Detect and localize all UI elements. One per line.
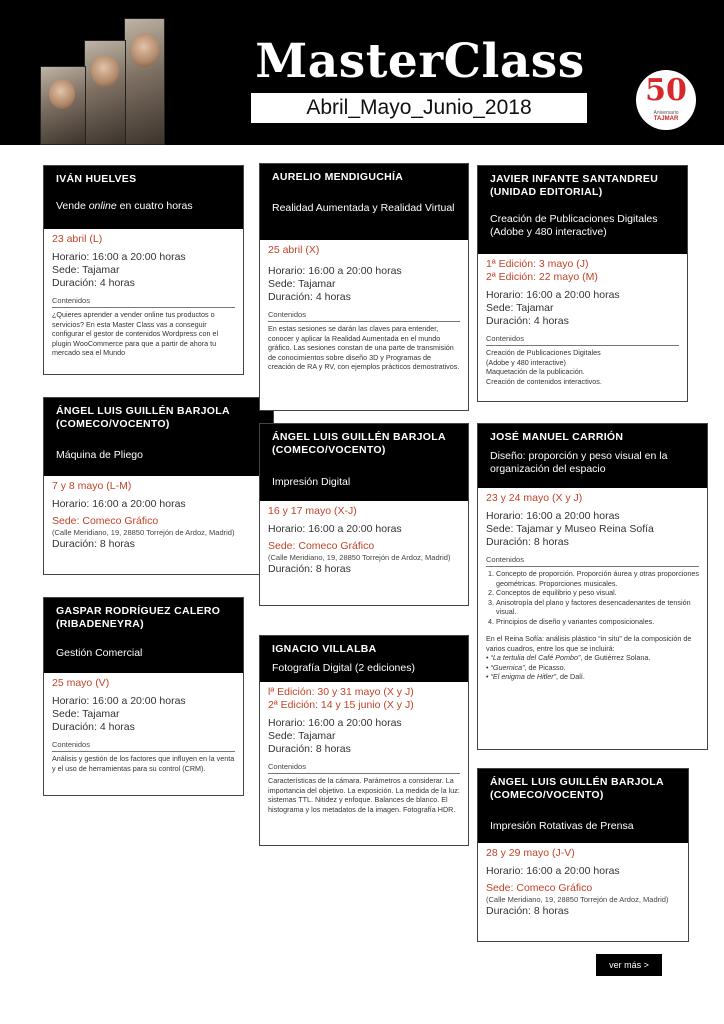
contents-label: Contenidos (268, 762, 460, 774)
course-card-guillen-rotativas (477, 768, 689, 942)
course-date: 2ª Edición: 14 y 15 junio (X y J) (268, 699, 414, 711)
page-header (0, 0, 724, 145)
course-card-guillen-pliego (43, 397, 274, 575)
course-title: Vende online en cuatro horas (56, 200, 193, 212)
card-header (260, 424, 468, 501)
page-subtitle: Abril_Mayo_Junio_2018 (250, 92, 588, 124)
course-schedule: Horario: 16:00 a 20:00 horas (486, 289, 620, 301)
instructor-name: IGNACIO VILLALBA (272, 643, 377, 655)
contents-text: Creación de Publicaciones Digitales (Adobe y 480 interactive) Maquetación de la publicación. Creación de contenidos interactivos. (486, 348, 602, 386)
course-title: Gestión Comercial (56, 647, 143, 659)
contents-label: Contenidos (268, 310, 460, 322)
card-header (44, 166, 243, 229)
course-date: 25 abril (X) (268, 244, 320, 256)
contents-text: Características de la cámara. Parámetros a considerar. La importancia del objetivo. La exposición. La medida de la luz: sistemas TTL. Nitidez y enfoque. Balances de blanco. El histograma y los metadatos de la imagen. Fotografía HDR. (268, 776, 460, 814)
instructor-name: IVÁN HUELVES (56, 173, 137, 185)
venue-address: (Calle Meridiano, 19, 28850 Torrejón de Ardoz, Madrid) (268, 553, 451, 562)
instructor-name: GASPAR RODRÍGUEZ CALERO (RIBADENEYRA) (56, 605, 221, 630)
course-schedule: Horario: 16:00 a 20:00 horas (52, 695, 186, 707)
course-date: 16 y 17 mayo (X-J) (268, 505, 357, 517)
course-duration: Duración: 8 horas (268, 563, 351, 575)
reina-sofia-intro: En el Reina Sofía: análisis plástico “in situ” de la composición de varios cuadros, entre los que se incluirá: (486, 634, 692, 653)
instructor-name: ÁNGEL LUIS GUILLÉN BARJOLA (COMECO/VOCENTO) (56, 405, 230, 430)
card-header (44, 598, 243, 673)
course-duration: Duración: 8 horas (486, 536, 569, 548)
instructor-name: JAVIER INFANTE SANTANDREU (UNIDAD EDITORIAL) (490, 173, 659, 198)
course-card-villalba (259, 635, 469, 846)
speaker-photos (40, 18, 165, 145)
contents-text: En estas sesiones se darán las claves para entender, conocer y aplicar la Realidad Aumentada en el mundo gráfico. Las sesiones constan de una parte de transmisión de conocimientos sobre diseño 3D y Programas de creación de RA y RV, con ejemplos prácticos demostrativos. (268, 324, 460, 371)
venue-address: (Calle Meridiano, 19, 28850 Torrejón de Ardoz, Madrid) (486, 895, 669, 904)
list-item: 2. Conceptos de equilibrio y peso visual. (496, 588, 699, 598)
course-venue: Sede: Tajamar (52, 264, 120, 276)
course-venue: Sede: Comeco Gráfico (52, 515, 159, 527)
course-duration: Duración: 8 horas (268, 743, 351, 755)
contents-text: Análisis y gestión de los factores que influyen en la venta y el uso de herramientas para su control (CRM). (52, 754, 235, 773)
contents-label: Contenidos (486, 334, 679, 346)
course-date: lª Edición: 30 y 31 mayo (X y J) (268, 686, 414, 698)
course-date: 28 y 29 mayo (J-V) (486, 847, 575, 859)
course-card-huelves (43, 165, 244, 375)
logo-number: 50 (645, 73, 687, 108)
course-schedule: Horario: 16:00 a 20:00 horas (268, 523, 402, 535)
venue-address: (Calle Meridiano, 19, 28850 Torrejón de Ardoz, Madrid) (52, 528, 235, 537)
course-title: Diseño: proporción y peso visual en la organización del espacio (490, 450, 668, 475)
course-schedule: Horario: 16:00 a 20:00 horas (268, 717, 402, 729)
instructor-name: AURELIO MENDIGUCHÍA (272, 171, 404, 183)
list-item: • “Guernica”, de Picasso. (486, 662, 566, 672)
card-header (44, 398, 273, 476)
speaker-photo (40, 66, 86, 145)
course-venue: Sede: Comeco Gráfico (268, 540, 375, 552)
course-duration: Duración: 4 horas (486, 315, 569, 327)
course-duration: Duración: 4 horas (52, 277, 135, 289)
course-duration: Duración: 4 horas (52, 721, 135, 733)
speaker-photo (84, 40, 126, 145)
course-card-infante (477, 165, 688, 402)
course-schedule: Horario: 16:00 a 20:00 horas (52, 498, 186, 510)
course-venue: Sede: Tajamar (52, 708, 120, 720)
course-venue: Sede: Tajamar (486, 302, 554, 314)
contents-label: Contenidos (52, 296, 235, 308)
course-duration: Duración: 8 horas (52, 538, 135, 550)
course-title: Creación de Publicaciones Digitales (Adobe y 480 interactive) (490, 213, 658, 238)
speaker-photo (124, 18, 165, 145)
course-title: Máquina de Pliego (56, 449, 143, 461)
course-date: 23 y 24 mayo (X y J) (486, 492, 583, 504)
instructor-name: ÁNGEL LUIS GUILLÉN BARJOLA (COMECO/VOCENTO) (490, 776, 664, 801)
course-card-carrion (477, 423, 708, 750)
card-header (478, 769, 688, 843)
contents-label: Contenidos (52, 740, 235, 752)
course-card-guillen-digital (259, 423, 469, 606)
course-card-mendiguchia (259, 163, 469, 411)
list-item: 4. Principios de diseño y variantes composicionales. (496, 617, 699, 627)
course-title: Realidad Aumentada y Realidad Virtual (272, 202, 455, 214)
course-schedule: Horario: 16:00 a 20:00 horas (486, 865, 620, 877)
course-title: Impresión Rotativas de Prensa (490, 820, 634, 832)
instructor-name: JOSÉ MANUEL CARRIÓN (490, 431, 624, 443)
card-header (478, 424, 707, 488)
card-header (260, 636, 468, 682)
course-schedule: Horario: 16:00 a 20:00 horas (52, 251, 186, 263)
course-date: 1ª Edición: 3 mayo (J) (486, 258, 589, 270)
course-duration: Duración: 4 horas (268, 291, 351, 303)
course-title: Impresión Digital (272, 476, 351, 488)
see-more-button[interactable]: ver más > (596, 954, 662, 976)
course-venue: Sede: Tajamar (268, 730, 336, 742)
contents-text: ¿Quieres aprender a vender online tus productos o servicios? En esta Master Class vas a conseguir configurar el gestor de contenidos Wordpress con el plugin WooCommerce para que a partir de ahora tu mercado sea el Mundo (52, 310, 219, 357)
course-date: 7 y 8 mayo (L-M) (52, 480, 132, 492)
list-item: 3. Anisotropía del plano y factores desencadenantes de tensión visual. (496, 598, 699, 617)
course-venue: Sede: Tajamar y Museo Reina Sofía (486, 523, 654, 535)
course-date: 2ª Edición: 22 mayo (M) (486, 271, 598, 283)
card-header (260, 164, 468, 240)
course-date: 23 abril (L) (52, 233, 103, 245)
course-schedule: Horario: 16:00 a 20:00 horas (268, 265, 402, 277)
course-schedule: Horario: 16:00 a 20:00 horas (486, 510, 620, 522)
course-date: 25 mayo (V) (52, 677, 110, 689)
instructor-name: ÁNGEL LUIS GUILLÉN BARJOLA (COMECO/VOCENTO) (272, 431, 446, 456)
anniversary-logo (636, 70, 696, 130)
contents-text (486, 569, 699, 682)
course-duration: Duración: 8 horas (486, 905, 569, 917)
list-item: 1. Concepto de proporción. Proporción áurea y otras proporciones geométricas. Proporciones musicales. (496, 569, 699, 588)
course-card-rodriguez (43, 597, 244, 796)
card-header (478, 166, 687, 254)
course-venue: Sede: Comeco Gráfico (486, 882, 593, 894)
course-venue: Sede: Tajamar (268, 278, 336, 290)
list-item: • “La tertulia del Café Pombo”, de Gutiérrez Solana. (486, 653, 651, 662)
contents-label: Contenidos (486, 555, 699, 567)
logo-caption: Aniversario TAJMAR (653, 110, 679, 122)
page-title: MasterClass (255, 34, 585, 89)
course-title: Fotografía Digital (2 ediciones) (272, 662, 415, 674)
list-item: • “El enigma de Hitler”, de Dalí. (486, 672, 585, 681)
